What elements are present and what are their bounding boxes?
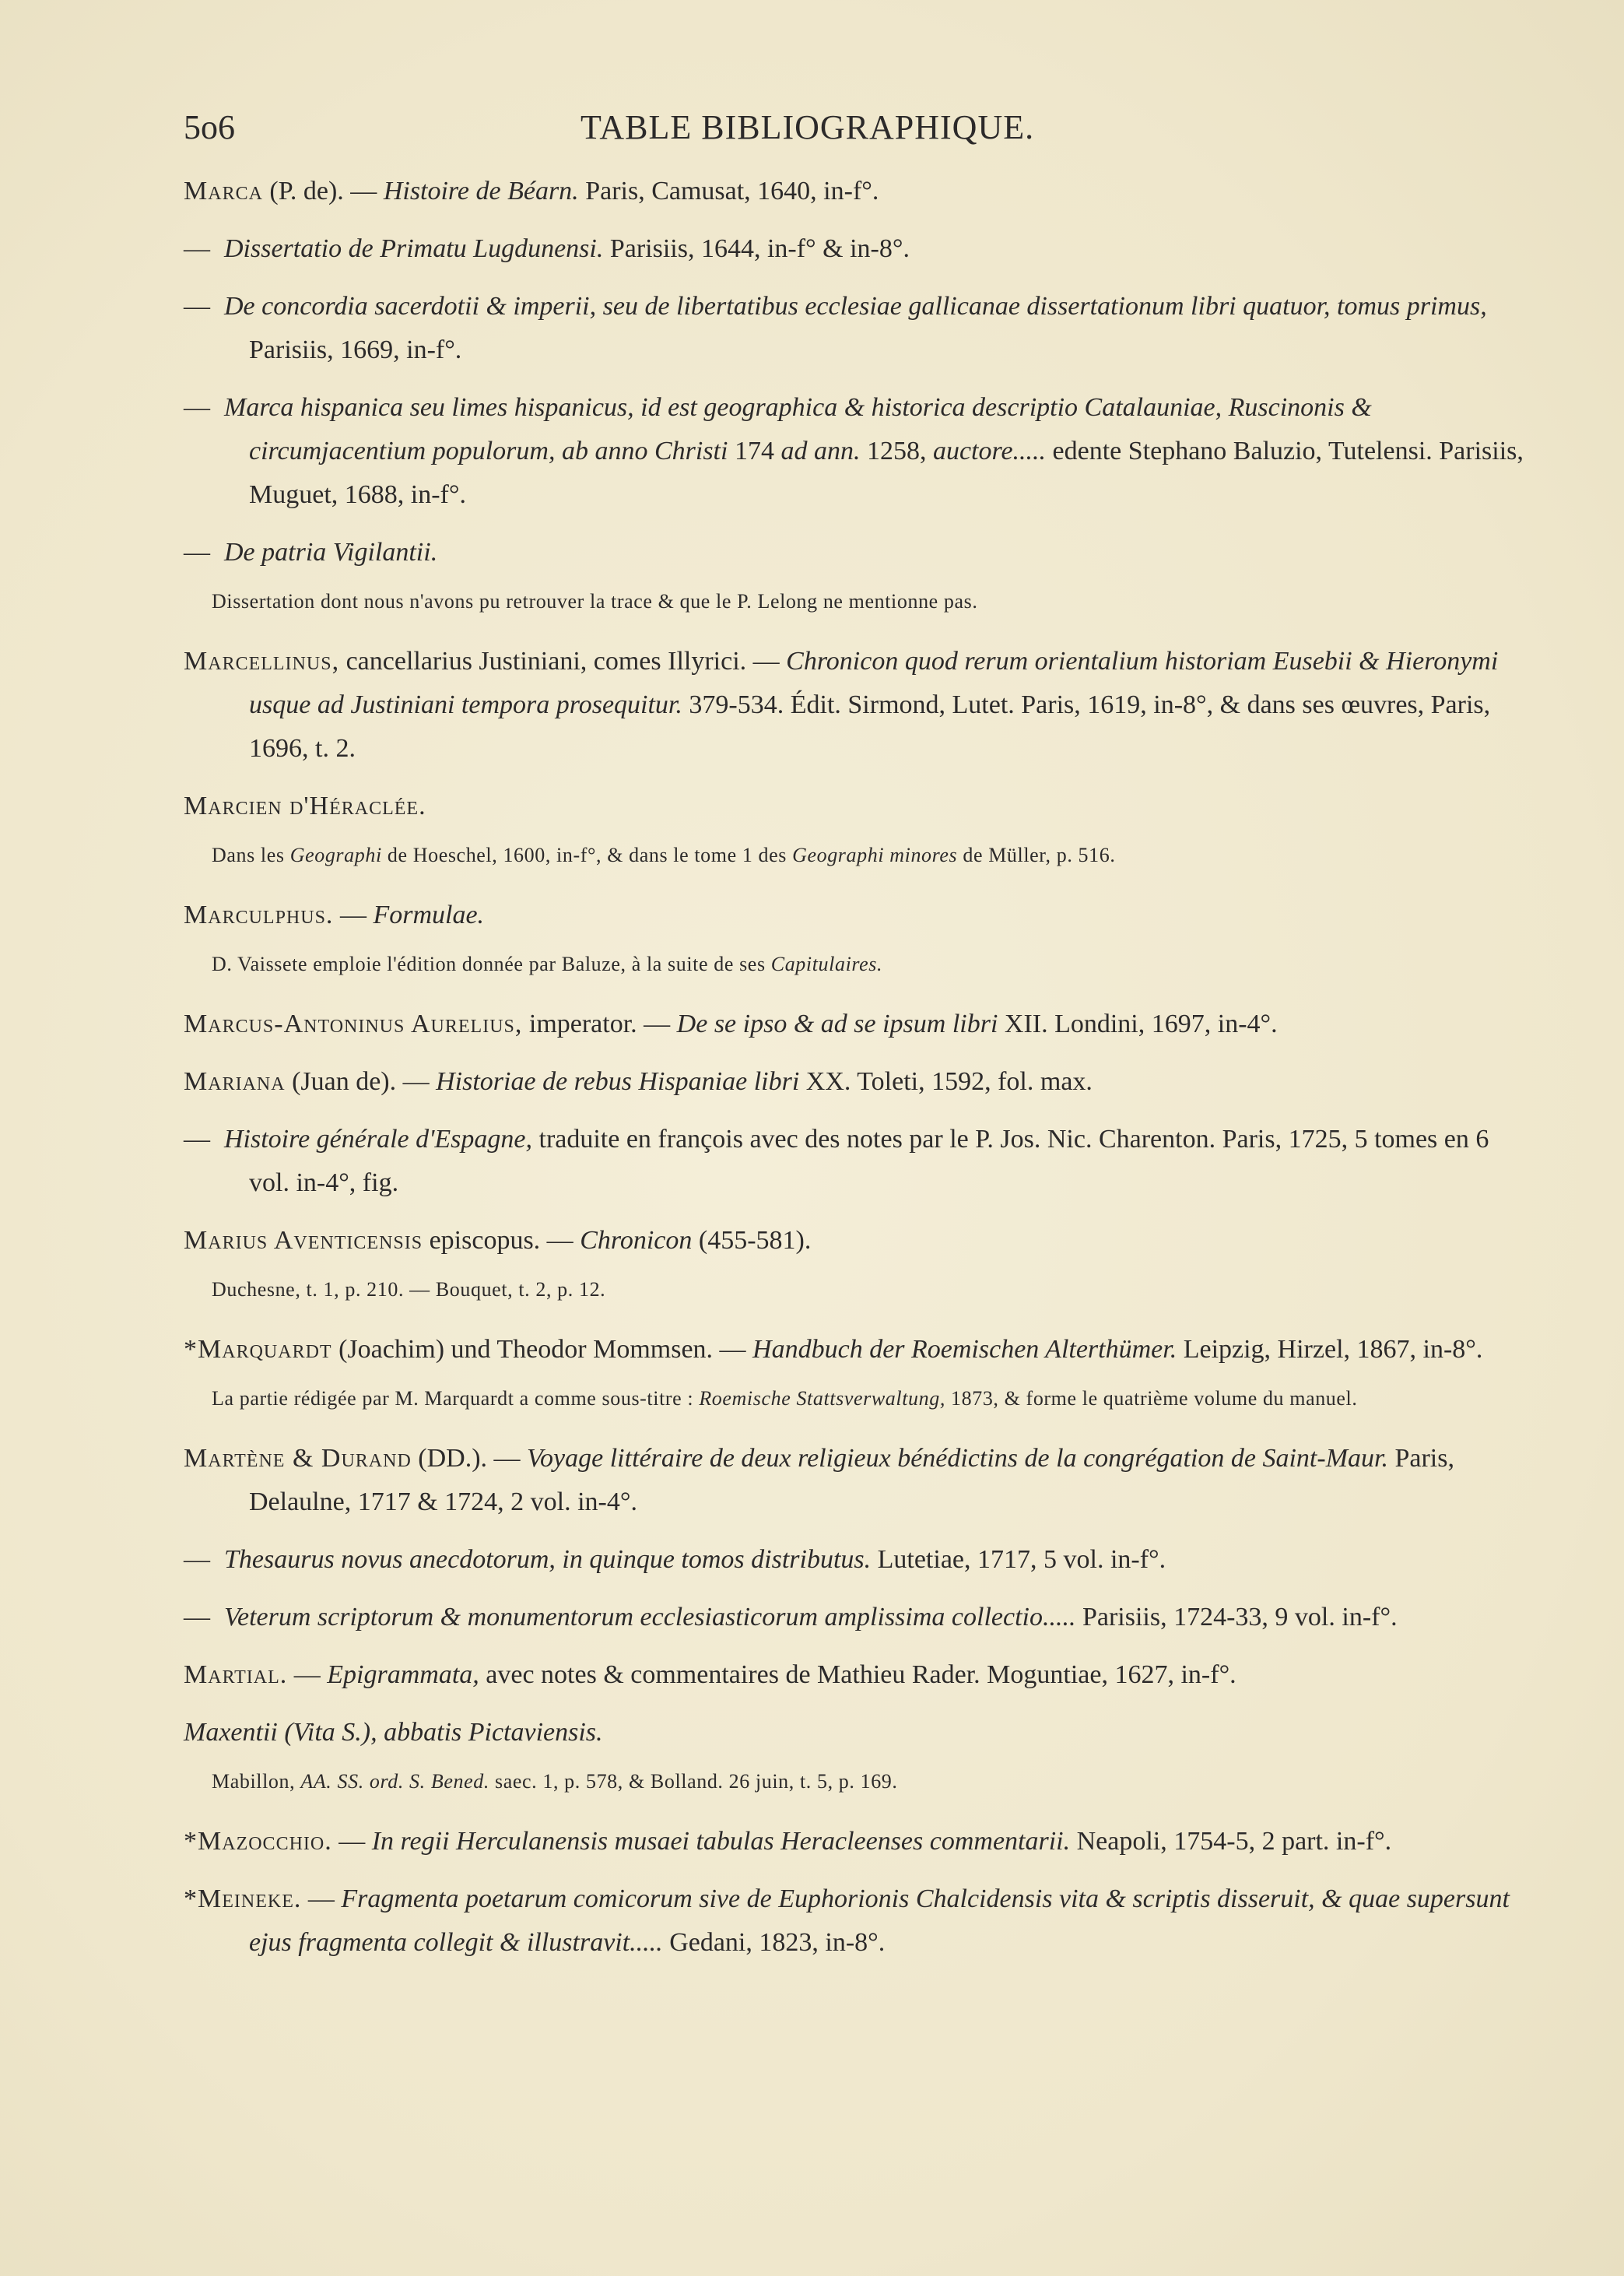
entry-meineke: *Meineke. — Fragmenta poetarum comicorum sive de Euphorionis Chalcidensis vita & scriptis disseruit, & quae supersunt ejus fragmenta collegit & illustravit..... Gedani, 1823, in-8°. xyxy=(184,1884,1510,1957)
entry-marcus-antoninus: Marcus-Antoninus Aurelius, imperator. — De se ipso & ad se ipsum libri XII. Londini, 1697, in-4°. xyxy=(184,1010,1278,1038)
note-marquardt: La partie rédigée par M. Marquardt a comme sous-titre : Roemische Stattsverwaltung, 1873, & forme le quatrième volume du manuel. xyxy=(212,1387,1358,1410)
entry-marca-vigilantii: — De patria Vigilantii. xyxy=(184,538,438,567)
note-marca: Dissertation dont nous n'avons pu retrouver la trace & que le P. Lelong ne mentionne pas. xyxy=(212,590,978,613)
entry-mariana: Mariana (Juan de). — Historiae de rebus Hispaniae libri XX. Toleti, 1592, fol. max. xyxy=(184,1067,1093,1096)
entry-marca: Marca (P. de). — Histoire de Béarn. Paris, Camusat, 1640, in-f°. xyxy=(184,177,879,205)
entry-marculphus: Marculphus. — Formulae. xyxy=(184,901,485,929)
entry-marquardt: *Marquardt (Joachim) und Theodor Mommsen. — Handbuch der Roemischen Alterthümer. Leipzig, Hirzel, 1867, in-8°. xyxy=(184,1335,1483,1364)
entry-martene-veterum: — Veterum scriptorum & monumentorum ecclesiasticorum amplissima collectio..... Parisiis, 1724-33, 9 vol. in-f°. xyxy=(184,1603,1398,1631)
entry-marca-dissertatio: — Dissertatio de Primatu Lugdunensi. Parisiis, 1644, in-f° & in-8°. xyxy=(184,234,910,263)
page-header xyxy=(184,107,1531,154)
entry-martene-thesaurus: — Thesaurus novus anecdotorum, in quinque tomos distributus. Lutetiae, 1717, 5 vol. in-f°. xyxy=(184,1545,1166,1574)
entry-marius: Marius Aventicensis episcopus. — Chronicon (455-581). xyxy=(184,1226,812,1255)
entry-martial: Martial. — Epigrammata, avec notes & commentaires de Mathieu Rader. Moguntiae, 1627, in-f°. xyxy=(184,1660,1236,1689)
entry-mazocchio: *Mazocchio. — In regii Herculanensis musaei tabulas Heracleenses commentarii. Neapoli, 1754-5, 2 part. in-f°. xyxy=(184,1827,1392,1856)
entry-marcien: Marcien d'Héraclée. xyxy=(184,792,426,820)
entry-martene: Martène & Durand (DD.). — Voyage littéraire de deux religieux bénédictins de la congrégation de Saint-Maur. Paris, Delaulne, 1717 & 1724, 2 vol. in-4°. xyxy=(184,1444,1454,1516)
entry-mariana-histoire: — Histoire générale d'Espagne, traduite en françois avec des notes par le P. Jos. Nic. Charenton. Paris, 1725, 5 tomes en 6 vol. in-4°, fig. xyxy=(184,1125,1489,1197)
page-number: 5o6 xyxy=(184,108,235,146)
note-marius: Duchesne, t. 1, p. 210. — Bouquet, t. 2, p. 12. xyxy=(212,1278,606,1301)
entry-marcellinus: Marcellinus, cancellarius Justiniani, comes Illyrici. — Chronicon quod rerum orientalium historiam Eusebii & Hieronymi usque ad Justiniani tempora prosequitur. 379-534. Édit. Sirmond, Lutet. Paris, 1619, in-8°, & dans ses œuvres, Paris, 1696, t. 2. xyxy=(184,647,1499,763)
note-maxentii: Mabillon, AA. SS. ord. S. Bened. saec. 1, p. 578, & Bolland. 26 juin, t. 5, p. 169. xyxy=(212,1770,898,1793)
entry-marca-concordia: — De concordia sacerdotii & imperii, seu de libertatibus ecclesiae gallicanae dissertationum libri quatuor, tomus primus, Parisiis, 1669, in-f°. xyxy=(184,292,1487,364)
note-marculphus: D. Vaissete emploie l'édition donnée par Baluze, à la suite de ses Capitulaires. xyxy=(212,953,883,975)
note-marcien: Dans les Geographi de Hoeschel, 1600, in-f°, & dans le tome 1 des Geographi minores de Müller, p. 516. xyxy=(212,844,1116,866)
running-title: TABLE BIBLIOGRAPHIQUE. xyxy=(581,108,1035,146)
entry-marca-hispanica: — Marca hispanica seu limes hispanicus, id est geographica & historica descriptio Catalauniae, Ruscinonis & circumjacentium populorum, ab anno Christi 174 ad ann. 1258, auctore..... edente Stephano Baluzio, Tutelensi. Parisiis, Muguet, 1688, in-f°. xyxy=(184,393,1524,509)
entry-maxentii: Maxentii (Vita S.), abbatis Pictaviensis. xyxy=(184,1718,603,1747)
